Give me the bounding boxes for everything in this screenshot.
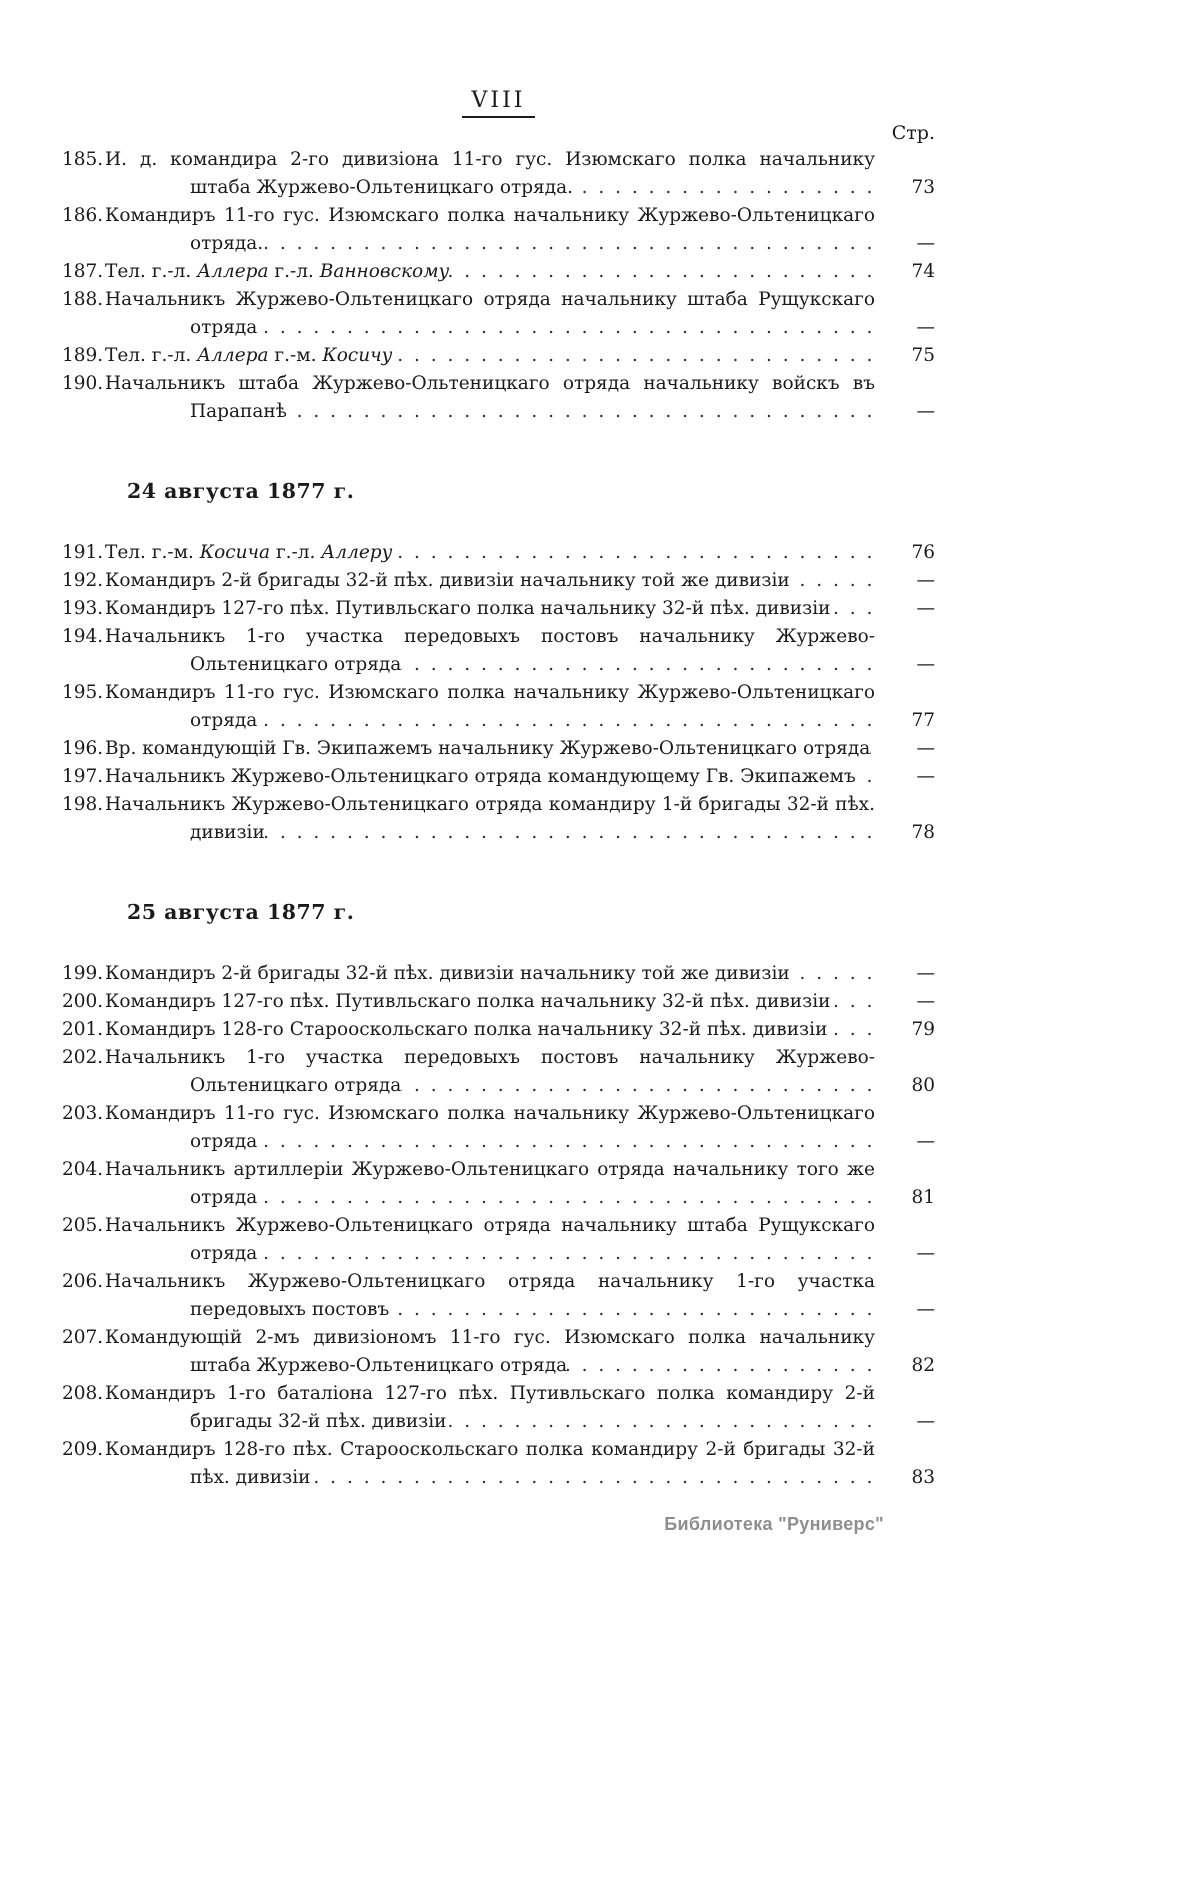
entry-page: 78 bbox=[911, 822, 935, 843]
entry-text-run: Командиръ 11-го гус. Изюмскаго полка начальнику Журжево-Ольтеницкаго отряда bbox=[105, 682, 875, 731]
entry-name-italic: Косича bbox=[199, 542, 271, 563]
entry-number: 208. bbox=[62, 1380, 105, 1408]
toc-entry bbox=[62, 146, 935, 202]
entry-page: 74 bbox=[911, 261, 935, 282]
entry-text-run: г.-л. bbox=[270, 542, 322, 563]
dot-leader bbox=[190, 1240, 875, 1268]
entry-page: 83 bbox=[911, 1467, 935, 1488]
entry-text-run: Командиръ 128-го пѣх. Старооскольскаго полка командиру 2-й бригады 32-й пѣх. дивизіи bbox=[105, 1439, 875, 1488]
entry-page: — bbox=[916, 570, 935, 591]
entry-text-run: Вр. командующій Гв. Экипажемъ начальнику Журжево-Ольтеницкаго отряда bbox=[105, 738, 871, 759]
entry-number: 191. bbox=[62, 539, 105, 567]
entry-text bbox=[62, 286, 875, 342]
toc-entry bbox=[62, 1044, 935, 1100]
entry-number: 194. bbox=[62, 623, 105, 651]
entry-text bbox=[62, 1212, 875, 1268]
entry-number: 202. bbox=[62, 1044, 105, 1072]
toc-entry bbox=[62, 370, 935, 426]
entry-page: — bbox=[916, 598, 935, 619]
entry-number: 206. bbox=[62, 1268, 105, 1296]
entry-page: — bbox=[916, 1299, 935, 1320]
entry-number: 205. bbox=[62, 1212, 105, 1240]
entry-page: 81 bbox=[911, 1187, 935, 1208]
toc-entry bbox=[62, 735, 935, 763]
entry-page: — bbox=[916, 1411, 935, 1432]
toc-entry bbox=[62, 791, 935, 847]
entry-text-run: Командиръ 128-го Старооскольскаго полка начальнику 32-й пѣх. дивизіи bbox=[105, 1019, 828, 1040]
dot-leader bbox=[190, 314, 875, 342]
entry-number: 200. bbox=[62, 988, 105, 1016]
folio bbox=[62, 0, 935, 118]
toc-entry bbox=[62, 595, 935, 623]
dot-leader bbox=[190, 1128, 875, 1156]
entry-page: — bbox=[916, 1243, 935, 1264]
toc-entry bbox=[62, 567, 935, 595]
toc-entry bbox=[62, 1212, 935, 1268]
entry-page: — bbox=[916, 1131, 935, 1152]
entry-text-run: Командующій 2-мъ дивизіономъ 11-го гус. Изюмскаго полка начальнику штаба Журжево-Ольтеницкаго отряда bbox=[105, 1327, 875, 1376]
entry-number: 204. bbox=[62, 1156, 105, 1184]
entry-page: — bbox=[916, 317, 935, 338]
toc-entry bbox=[62, 1156, 935, 1212]
toc-entry bbox=[62, 623, 935, 679]
dot-leader bbox=[190, 398, 875, 426]
entry-text bbox=[62, 202, 875, 258]
entry-number: 196. bbox=[62, 735, 105, 763]
entry-text bbox=[62, 1380, 875, 1436]
entry-name-italic: Аллеру bbox=[321, 542, 393, 563]
entry-text bbox=[62, 960, 875, 988]
entry-text-run: Начальникъ Журжево-Ольтеницкаго отряда начальнику штаба Рущукскаго отряда bbox=[105, 289, 875, 338]
toc-entry bbox=[62, 763, 935, 791]
entry-number: 195. bbox=[62, 679, 105, 707]
toc-entry bbox=[62, 286, 935, 342]
folio-number: VIII bbox=[462, 88, 536, 118]
toc-entry bbox=[62, 679, 935, 735]
toc-entry bbox=[62, 1380, 935, 1436]
entry-number: 203. bbox=[62, 1100, 105, 1128]
entry-text-run: Начальникъ штаба Журжево-Ольтеницкаго отряда начальнику войскъ въ Парапанѣ bbox=[105, 373, 875, 422]
entry-text-run: Командиръ 2-й бригады 32-й пѣх. дивизіи начальнику той же дивизіи bbox=[105, 963, 790, 984]
dot-leader bbox=[190, 1184, 875, 1212]
entry-text bbox=[62, 988, 875, 1016]
entry-number: 197. bbox=[62, 763, 105, 791]
entry-text bbox=[62, 258, 875, 286]
entry-text-run: Тел. г.-л. bbox=[105, 261, 198, 282]
entry-number: 209. bbox=[62, 1436, 105, 1464]
entry-text bbox=[62, 567, 875, 595]
entry-page: — bbox=[916, 766, 935, 787]
entry-text-run: Начальникъ Журжево-Ольтеницкаго отряда начальнику 1-го участка передовыхъ постовъ bbox=[105, 1271, 875, 1320]
entry-number: 187. bbox=[62, 258, 105, 286]
entry-name-italic: Аллера bbox=[197, 345, 269, 366]
entry-text-run: Тел. г.-л. bbox=[105, 345, 198, 366]
entry-number: 189. bbox=[62, 342, 105, 370]
toc-entry bbox=[62, 202, 935, 258]
entry-text-run: г.-л. bbox=[268, 261, 320, 282]
entry-text-run: И. д. командира 2-го дивизіона 11-го гус. Изюмскаго полка начальнику штаба Журжево-Ольтеницкаго отряда. bbox=[105, 149, 875, 198]
entry-text bbox=[62, 1016, 875, 1044]
entry-text bbox=[62, 735, 875, 763]
entry-page: 73 bbox=[911, 177, 935, 198]
entry-text-run: Командиръ 127-го пѣх. Путивльскаго полка начальнику 32-й пѣх. дивизіи bbox=[105, 991, 831, 1012]
entry-text-run: Начальникъ Журжево-Ольтеницкаго отряда начальнику штаба Рущукскаго отряда bbox=[105, 1215, 875, 1264]
toc-entry bbox=[62, 342, 935, 370]
entry-text bbox=[62, 1156, 875, 1212]
entry-text-run: г.-м. bbox=[268, 345, 323, 366]
entry-number: 188. bbox=[62, 286, 105, 314]
dot-leader bbox=[190, 819, 875, 847]
dot-leader bbox=[190, 230, 875, 258]
toc-entry bbox=[62, 1324, 935, 1380]
entry-text bbox=[62, 539, 875, 567]
entry-text-run: Начальникъ Журжево-Ольтеницкаго отряда командиру 1-й бригады 32-й пѣх. дивизіи bbox=[105, 794, 875, 843]
entry-text bbox=[62, 342, 875, 370]
entry-page: 79 bbox=[911, 1019, 935, 1040]
entry-page: 75 bbox=[911, 345, 935, 366]
entry-text bbox=[62, 1436, 875, 1492]
entry-text-run: Начальникъ 1-го участка передовыхъ постовъ начальнику Журжево-Ольтеницкаго отряда bbox=[105, 1047, 875, 1096]
toc-entry bbox=[62, 1016, 935, 1044]
entry-text-run: Командиръ 1-го баталіона 127-го пѣх. Путивльскаго полка командиру 2-й бригады 32-й пѣх. дивизіи bbox=[105, 1383, 875, 1432]
entry-text bbox=[62, 623, 875, 679]
toc-entry bbox=[62, 960, 935, 988]
toc-entry bbox=[62, 539, 935, 567]
entry-name-italic: Аллера bbox=[197, 261, 269, 282]
entry-page: — bbox=[916, 401, 935, 422]
entry-text bbox=[62, 595, 875, 623]
entry-number: 186. bbox=[62, 202, 105, 230]
entry-text bbox=[62, 763, 875, 791]
entry-page: 80 bbox=[911, 1075, 935, 1096]
entry-page: — bbox=[916, 738, 935, 759]
toc bbox=[62, 146, 935, 1492]
toc-entry bbox=[62, 1268, 935, 1324]
entry-text-run: Начальникъ Журжево-Ольтеницкаго отряда командующему Гв. Экипажемъ bbox=[105, 766, 856, 787]
entry-number: 192. bbox=[62, 567, 105, 595]
entry-page: — bbox=[916, 233, 935, 254]
entry-page: 76 bbox=[911, 542, 935, 563]
toc-entry bbox=[62, 1436, 935, 1492]
entry-text bbox=[62, 370, 875, 426]
entry-text-run: Командиръ 11-го гус. Изюмскаго полка начальнику Журжево-Ольтеницкаго отряда. bbox=[105, 205, 875, 254]
section-heading: 24 августа 1877 г. bbox=[127, 479, 355, 503]
entry-text-run: Начальникъ 1-го участка передовыхъ постовъ начальнику Журжево-Ольтеницкаго отряда bbox=[105, 626, 875, 675]
dot-leader bbox=[190, 707, 875, 735]
entry-text-run: Командиръ 11-го гус. Изюмскаго полка начальнику Журжево-Ольтеницкаго отряда bbox=[105, 1103, 875, 1152]
entry-number: 193. bbox=[62, 595, 105, 623]
entry-text-run: Тел. г.-м. bbox=[105, 542, 200, 563]
toc-entry bbox=[62, 258, 935, 286]
entry-page: 77 bbox=[911, 710, 935, 731]
entry-text bbox=[62, 1324, 875, 1380]
entry-text bbox=[62, 679, 875, 735]
entry-number: 198. bbox=[62, 791, 105, 819]
entry-name-italic: Ванновскому bbox=[319, 261, 450, 282]
entry-name-italic: Косичу bbox=[322, 345, 393, 366]
entry-page: — bbox=[916, 991, 935, 1012]
page-column-header: Стр. bbox=[891, 122, 935, 144]
entry-text bbox=[62, 1268, 875, 1324]
entry-text bbox=[62, 1044, 875, 1100]
entry-number: 207. bbox=[62, 1324, 105, 1352]
entry-number: 201. bbox=[62, 1016, 105, 1044]
entry-number: 185. bbox=[62, 146, 105, 174]
entry-number: 190. bbox=[62, 370, 105, 398]
entry-text-run: Командиръ 127-го пѣх. Путивльскаго полка начальнику 32-й пѣх. дивизіи bbox=[105, 598, 831, 619]
entry-text-run: Командиръ 2-й бригады 32-й пѣх. дивизіи начальнику той же дивизіи bbox=[105, 570, 790, 591]
entry-page: — bbox=[916, 963, 935, 984]
entry-text bbox=[62, 1100, 875, 1156]
toc-entry bbox=[62, 1100, 935, 1156]
entry-page: 82 bbox=[911, 1355, 935, 1376]
section-heading: 25 августа 1877 г. bbox=[127, 900, 355, 924]
entry-text-run: Начальникъ артиллеріи Журжево-Ольтеницкаго отряда начальнику того же отряда bbox=[105, 1159, 875, 1208]
footer-watermark: Библиотека "Руниверс" bbox=[664, 1514, 884, 1534]
toc-entry bbox=[62, 988, 935, 1016]
content-area bbox=[62, 0, 935, 1492]
entry-page: — bbox=[916, 654, 935, 675]
entry-text bbox=[62, 146, 875, 202]
entry-number: 199. bbox=[62, 960, 105, 988]
entry-text bbox=[62, 791, 875, 847]
